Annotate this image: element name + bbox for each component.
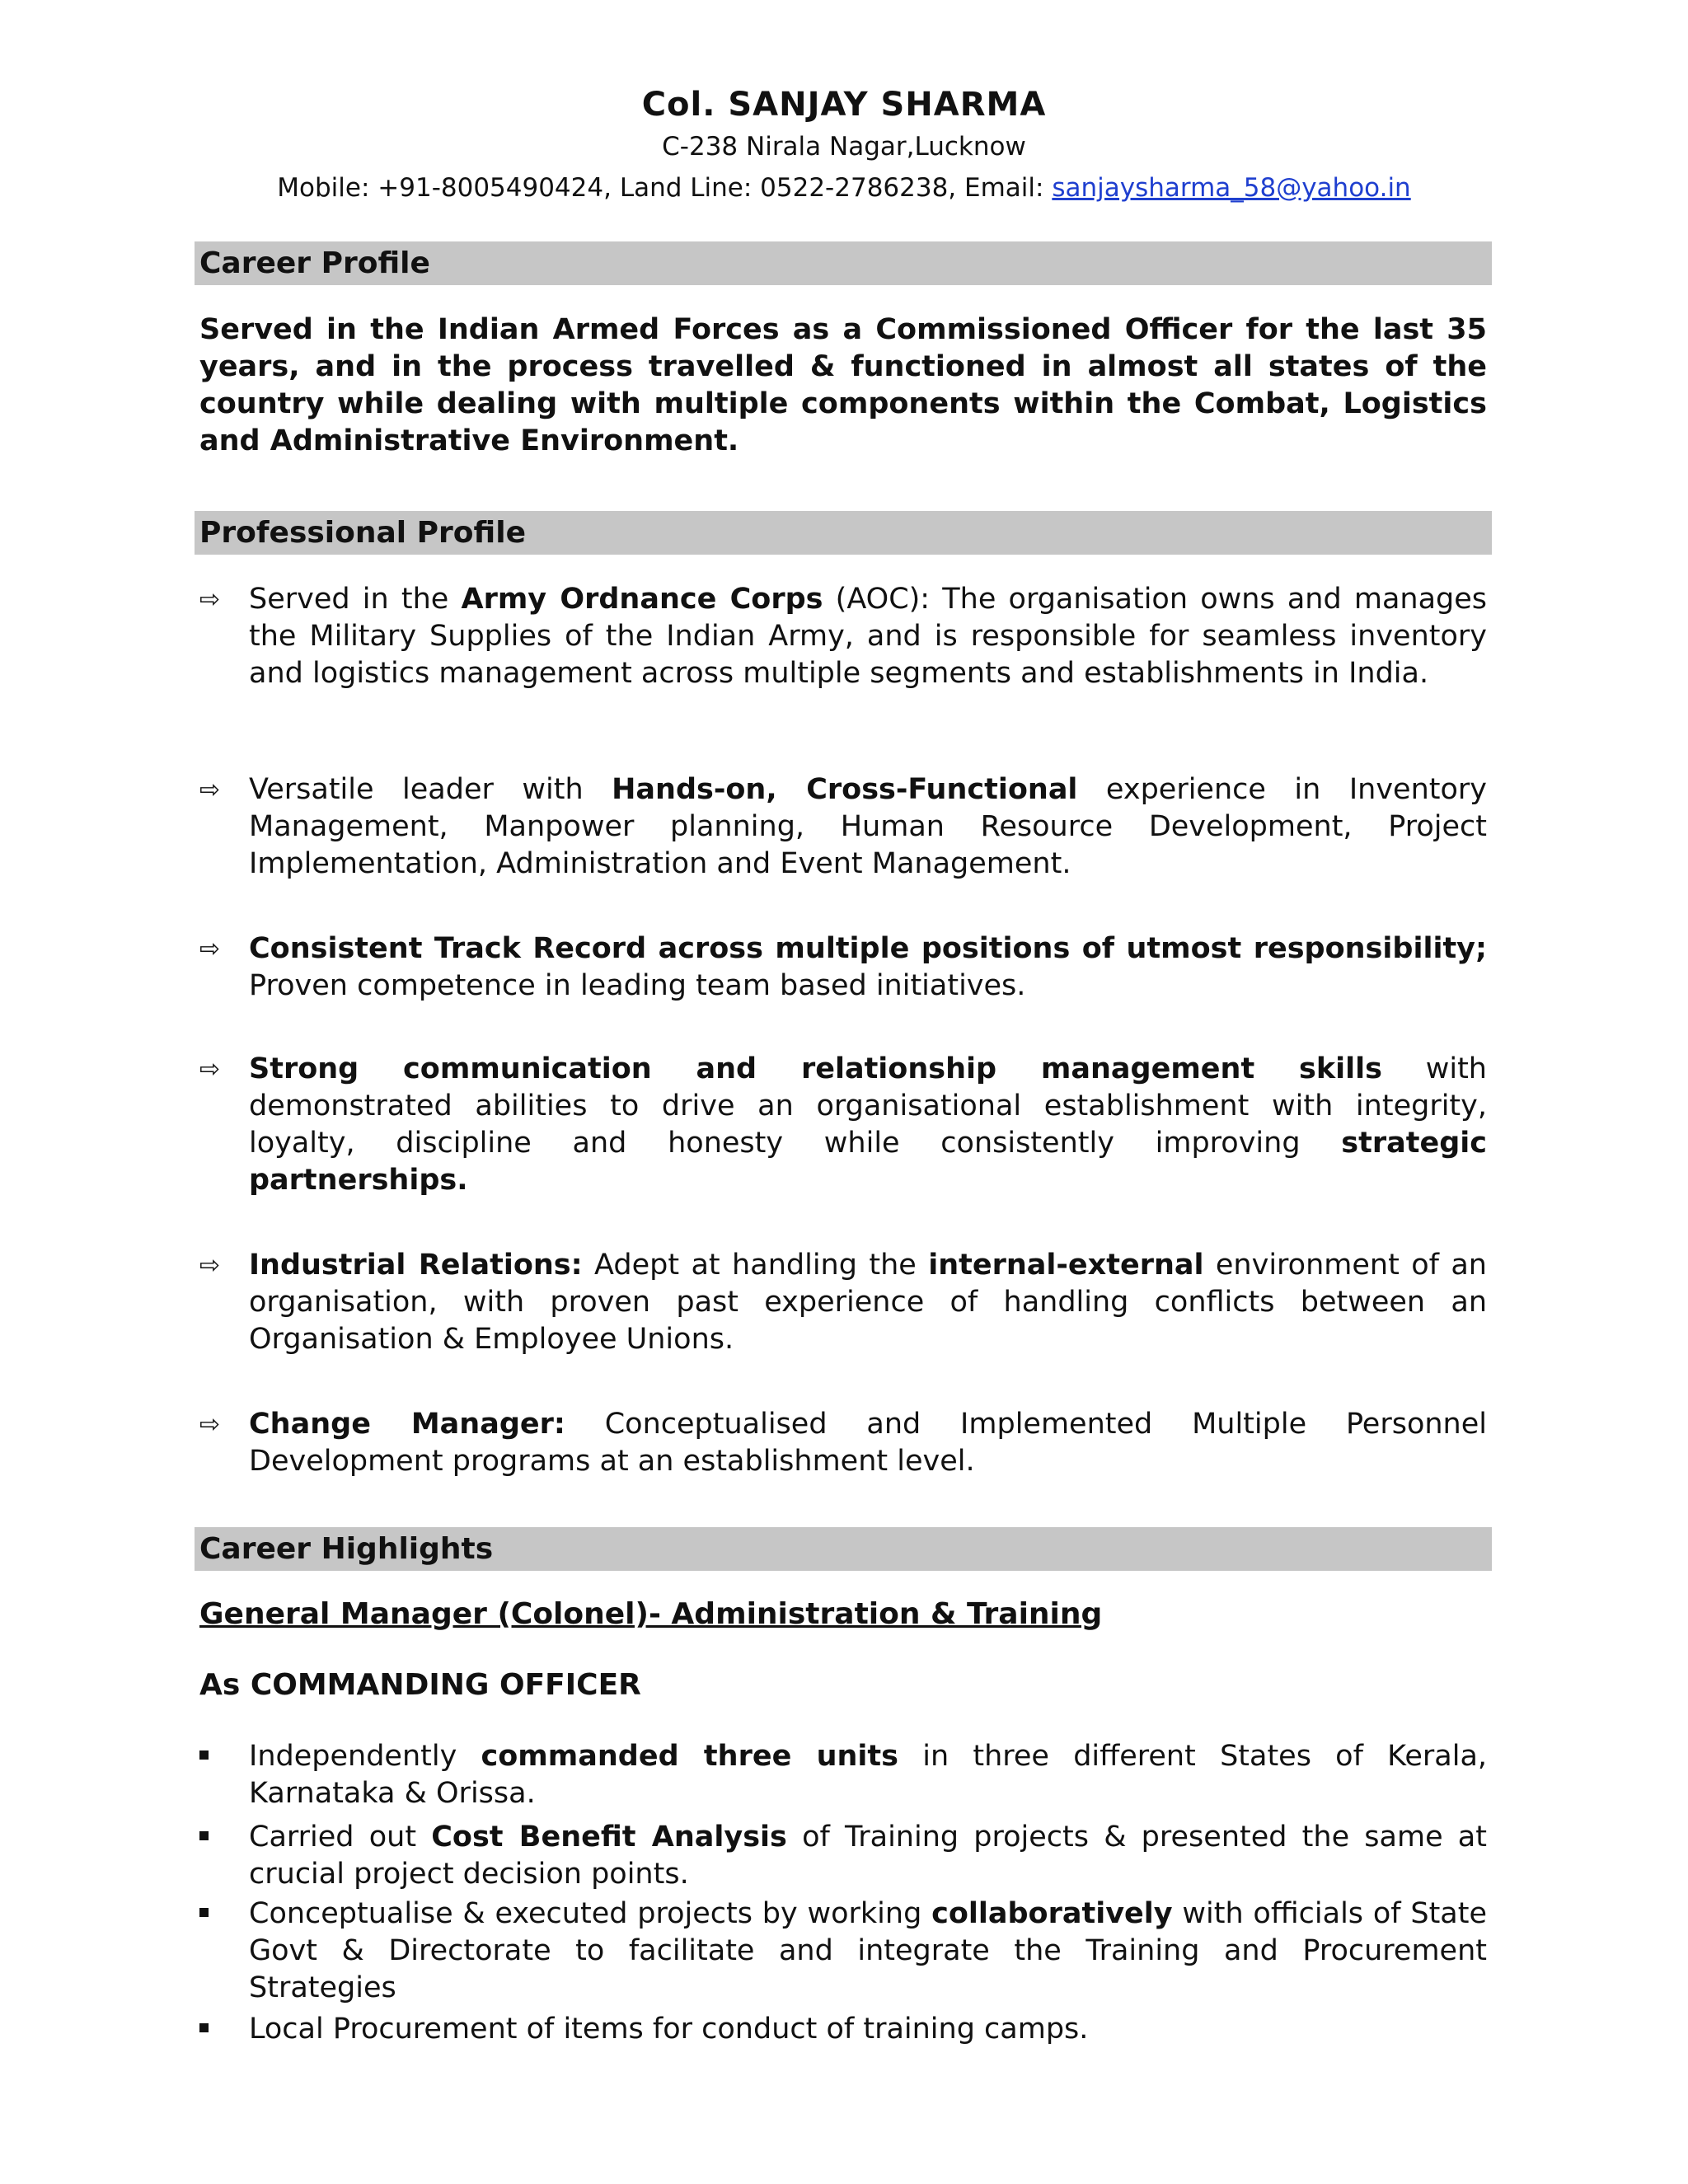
- role-title: General Manager (Colonel)- Administration & Training: [199, 1597, 1103, 1631]
- list-item: ⇨ Industrial Relations: Adept at handling the internal-external environment of an organisation, with proven past experience of handling conflicts between an Organisation & Employee Unions.: [199, 1249, 1487, 1356]
- arrow-bullet-icon: ⇨: [199, 776, 221, 804]
- arrow-bullet-icon: ⇨: [199, 1055, 221, 1084]
- square-bullet-icon: [199, 1750, 209, 1760]
- list-item: Conceptualise & executed projects by working collaboratively with officials of State Govt & Directorate to facilitate and integrate the Training and Procurement Strategies: [199, 1896, 1487, 2007]
- arrow-bullet-icon: ⇨: [199, 935, 221, 963]
- section-heading-career-highlights: Career Highlights: [195, 1527, 1492, 1571]
- list-item: ⇨ Versatile leader with Hands-on, Cross-Functional experience in Inventory Management, Manpower planning, Human Resource Development, Project Implementation, Administration and Event Management.: [199, 773, 1487, 880]
- email-link[interactable]: sanjaysharma_58@yahoo.in: [1052, 173, 1411, 203]
- square-bullet-icon: [199, 1908, 209, 1917]
- list-item: ⇨ Served in the Army Ordnance Corps (AOC): The organisation owns and manages the Military Supplies of the Indian Army, and is responsible for seamless inventory and logistics management across multiple segments and establishments in India.: [199, 583, 1488, 690]
- contact-line: [0, 173, 1688, 203]
- square-bullet-icon: [199, 1831, 209, 1840]
- square-bullet-icon: [199, 2023, 209, 2032]
- list-item: Local Procurement of items for conduct of training camps.: [199, 2011, 1487, 2048]
- arrow-bullet-icon: ⇨: [199, 1410, 221, 1439]
- list-item: ⇨ Strong communication and relationship management skills with demonstrated abilities to drive an organisational establishment with integrity, loyalty, discipline and honesty while consistently improving strategic partnerships.: [199, 1052, 1487, 1197]
- list-item: ⇨ Change Manager: Conceptualised and Implemented Multiple Personnel Development programs at an establishment level.: [199, 1408, 1487, 1478]
- arrow-bullet-icon: ⇨: [199, 1251, 221, 1280]
- section-heading-professional-profile: Professional Profile: [195, 511, 1492, 555]
- contact-details: Mobile: +91-8005490424, Land Line: 0522-2786238, Email:: [277, 173, 1053, 203]
- candidate-name: Col. SANJAY SHARMA: [641, 86, 1047, 124]
- role-subheading: As COMMANDING OFFICER: [199, 1668, 641, 1702]
- list-item: Independently commanded three units in three different States of Kerala, Karnataka & Orissa.: [199, 1738, 1487, 1812]
- arrow-bullet-icon: ⇨: [199, 585, 221, 614]
- career-profile-summary: [199, 312, 1487, 460]
- section-heading-career-profile: Career Profile: [195, 241, 1492, 285]
- address: C-238 Nirala Nagar,Lucknow: [662, 132, 1026, 162]
- list-item: ⇨ Consistent Track Record across multiple positions of utmost responsibility; Proven competence in leading team based initiatives.: [199, 932, 1487, 1002]
- career-profile-text: Served in the Indian Armed Forces as a Commissioned Officer for the last 35 years, and in the process travelled & functioned in almost all states of the country while dealing with multiple components within the Combat, Logistics and Administrative Environment.: [199, 313, 1487, 457]
- list-item: Carried out Cost Benefit Analysis of Training projects & presented the same at crucial project decision points.: [199, 1819, 1487, 1893]
